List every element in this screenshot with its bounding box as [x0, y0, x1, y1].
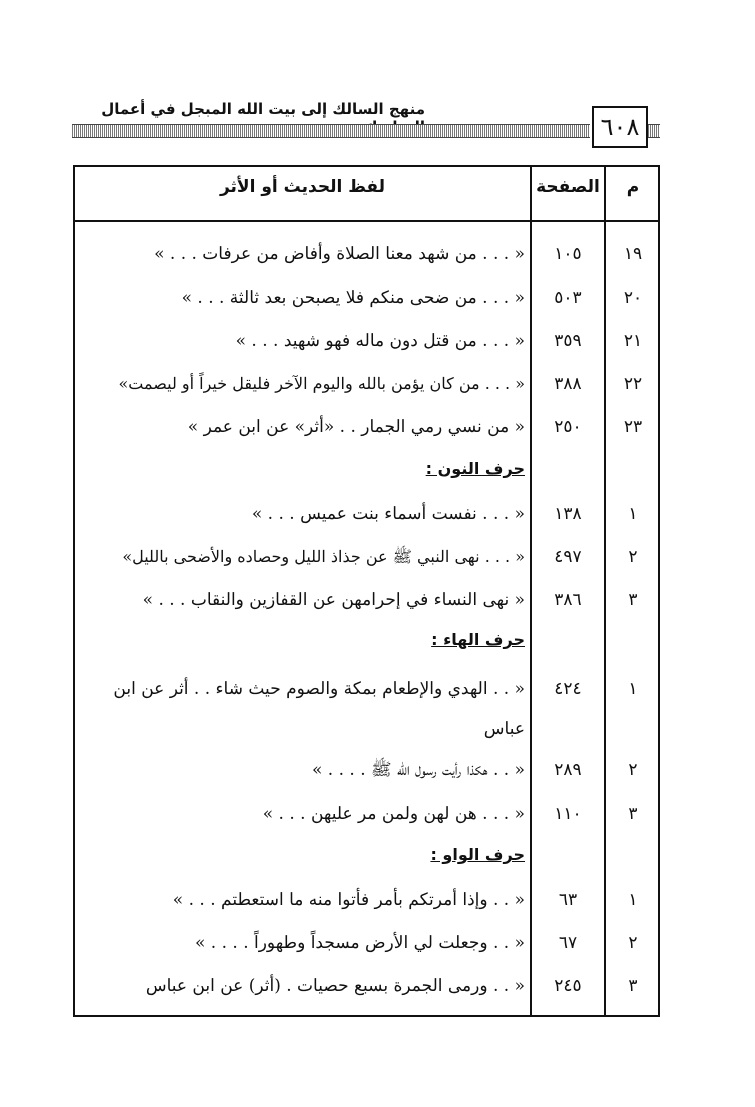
row-number: ٢٣ [623, 417, 643, 437]
row-number: ١٩ [623, 244, 643, 264]
section-heading-label: حرف الواو : [430, 845, 525, 864]
row-number: ٣ [628, 804, 638, 824]
header-divider [75, 220, 658, 222]
header-rule-right [648, 124, 660, 138]
page-ref: ٦٧ [558, 933, 578, 953]
hadith-text: « . . الهدي والإطعام بمكة والصوم حيث شاء . . أثر عن ابن عباس [113, 679, 525, 739]
row-number: ١ [628, 504, 638, 524]
row-number: ٢٠ [623, 288, 643, 308]
page-ref: ٣٨٨ [554, 374, 582, 394]
hadith-text: « نهى النساء في إحرامهن عن القفازين والنقاب . . . » [142, 590, 525, 610]
row-number: ٢ [628, 933, 638, 953]
hadith-text: « . . وجعلت لي الأرض مسجداً وطهوراً . . . . » [194, 933, 525, 953]
hadith-text: « . . . نهى النبي ﷺ عن جذاذ الليل وحصاده والأضحى بالليل» [122, 547, 525, 566]
page-ref: ٤٩٧ [554, 547, 582, 567]
page-number: ٦٠٨ [592, 106, 648, 148]
hadith-text: « . . هكذا رأيت رسول الله ﷺ . . . . » [311, 760, 525, 780]
page-ref: ٢٥٠ [554, 417, 582, 437]
hadith-text: « . . . من كان يؤمن بالله واليوم الآخر فليقل خيراً أو ليصمت» [118, 374, 525, 393]
page-ref: ٤٢٤ [554, 679, 582, 699]
header-rule [72, 124, 590, 138]
page-ref: ٣٥٩ [554, 331, 582, 351]
section-heading-nun [75, 459, 525, 478]
hadith-text: « . . . هن لهن ولمن مر عليهن . . . » [262, 804, 525, 824]
page-ref: ١٣٨ [554, 504, 582, 524]
hadith-text: « . . . نفست أسماء بنت عميس . . . » [251, 504, 525, 524]
page-ref: ٢٨٩ [554, 760, 582, 780]
hadith-text: « . . . من ضحى منكم فلا يصبحن بعد ثالثة . . . » [181, 288, 525, 308]
page-ref: ٥٠٣ [554, 288, 582, 308]
book-title: منهج السالك إلى بيت الله المبجل في أعمال [101, 100, 425, 118]
row-number: ٢٢ [623, 374, 643, 394]
column-header-text: لفظ الحديث أو الأثر [219, 177, 386, 197]
row-number: ٣ [628, 976, 638, 996]
section-heading-waw [75, 845, 525, 864]
row-number: ١ [628, 679, 638, 699]
row-number: ٢١ [623, 331, 643, 351]
row-number: ٢ [628, 760, 638, 780]
section-heading-label: حرف النون : [425, 459, 525, 478]
hadith-text: « . . . من قتل دون ماله فهو شهيد . . . » [235, 331, 525, 351]
row-number: ٣ [628, 590, 638, 610]
page-ref: ٣٨٦ [554, 590, 582, 610]
page-ref: ٦٣ [558, 890, 578, 910]
section-heading-label: حرف الهاء : [431, 630, 525, 649]
hadith-text: « . . ورمى الجمرة بسبع حصيات . (أثر) عن ابن عباس [145, 976, 525, 996]
page-ref: ١١٠ [554, 804, 582, 824]
column-header-number: م [626, 177, 640, 197]
hadith-index-table [73, 165, 660, 1017]
row-number: ١ [628, 890, 638, 910]
section-heading-ha [75, 630, 525, 649]
page-ref: ٢٤٥ [554, 976, 582, 996]
row-number: ٢ [628, 547, 638, 567]
page-ref: ١٠٥ [554, 244, 582, 264]
hadith-text: « . . وإذا أمرتكم بأمر فأتوا منه ما استعطتم . . . » [172, 890, 525, 910]
hadith-text: « . . . من شهد معنا الصلاة وأفاض من عرفات . . . » [154, 244, 525, 264]
hadith-text: « من نسي رمي الجمار . . «أثر» عن ابن عمر » [187, 417, 525, 437]
column-header-page: الصفحة [536, 177, 600, 197]
